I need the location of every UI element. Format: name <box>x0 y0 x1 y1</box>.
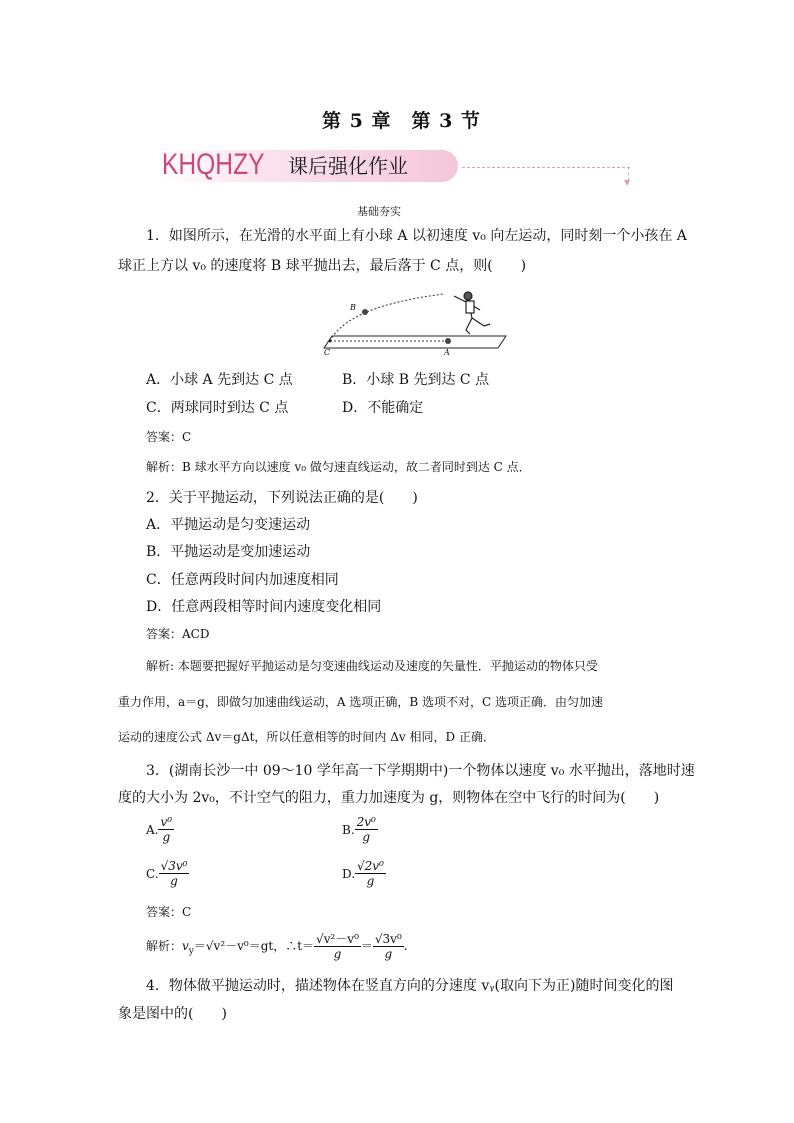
q3-answer: 答案：C <box>146 905 192 919</box>
q3-option-c: C. $\frac{\text{√3v⁰}}{g}$ <box>146 859 188 888</box>
q2-option-a: A．平抛运动是匀变速运动 <box>146 517 311 533</box>
q2-option-c: C．任意两段时间内加速度相同 <box>146 572 339 588</box>
q1-option-c: C．两球同时到达 C 点 <box>146 400 289 416</box>
section-heading: 基础夯实 <box>357 205 401 218</box>
child-figure <box>454 292 490 334</box>
q1-answer: 答案：C <box>146 430 192 444</box>
q2-answer: 答案：ACD <box>146 627 210 641</box>
q1-option-b: B．小球 B 先到达 C 点 <box>342 372 490 388</box>
q4-stem-line2: 象是图中的( ) <box>118 1006 227 1022</box>
q3-option-a: A. $\frac{\text{v⁰}}{g}$ <box>146 815 173 844</box>
q1-analysis: 解析：B 球水平方向以速度 v₀ 做匀速直线运动，故二者同时到达 C 点． <box>146 460 531 474</box>
point-c <box>329 340 332 343</box>
banner-title: 课后强化作业 <box>288 154 408 178</box>
banner-dashed-line <box>462 167 630 168</box>
q1-option-d: D．不能确定 <box>342 400 424 416</box>
q4-stem-line1: 4．物体做平抛运动时，描述物体在竖直方向的分速度 vᵧ(取向下为正)随时间变化的图 <box>146 978 674 994</box>
trajectory-path <box>330 294 444 341</box>
label-b: B <box>350 303 356 312</box>
q2-analysis-line1: 解析: 本题要把握好平抛运动是匀变速曲线运动及速度的矢量性．平抛运动的物体只受 <box>146 659 598 673</box>
q2-analysis-line3: 运动的速度公式 Δv＝gΔt，所以任意相等的时间内 Δv 相同，D 正确． <box>118 730 495 744</box>
page-title: 第 5 章 第 3 节 <box>322 110 481 132</box>
q2-analysis-line2: 重力作用，a＝g，即做匀加速曲线运动，A 选项正确，B 选项不对，C 选项正确．由匀加速 <box>118 695 603 709</box>
ball-b <box>362 309 368 315</box>
q1-stem-line2: 球正上方以 v₀ 的速度将 B 球平抛出去，最后落于 C 点，则( ) <box>118 258 527 274</box>
projectile-diagram <box>318 290 508 362</box>
q2-option-b: B．平抛运动是变加速运动 <box>146 544 311 560</box>
q2-stem: 2．关于平抛运动，下列说法正确的是( ) <box>146 490 418 506</box>
ball-a <box>445 338 451 344</box>
q2-option-d: D．任意两段相等时间内速度变化相同 <box>146 599 382 615</box>
ground-plane <box>324 336 506 348</box>
q3-option-b: B. $\frac{\text{2v⁰}}{g}$ <box>342 815 376 844</box>
q1-figure <box>318 290 508 362</box>
label-c: C <box>324 348 331 357</box>
label-a: A <box>444 348 450 357</box>
q1-option-a: A．小球 A 先到达 C 点 <box>146 372 293 388</box>
q3-stem-line2: 度的大小为 2v₀，不计空气的阻力，重力加速度为 g，则物体在空中飞行的时间为( ) <box>118 790 660 806</box>
banner-code: KHQHZY <box>162 148 265 181</box>
q3-analysis: 解析：$v_y=√v^2-v^0=gt$，∴t＝ $\frac{\text{√v²－v⁰}}{g}$ ＝ $\frac{\text{√3v⁰}}{g}$ . <box>146 932 408 961</box>
q3-stem-line1: 3．(湖南长沙一中 09～10 学年高一下学期期中)一个物体以速度 v₀ 水平抛出，落地时速 <box>146 763 695 779</box>
homework-banner <box>160 148 460 184</box>
q3-option-d: D. $\frac{\text{√2v⁰}}{g}$ <box>342 859 384 888</box>
arrow-down-icon: ▼ <box>624 178 631 187</box>
q1-stem-line1: 1．如图所示，在光滑的水平面上有小球 A 以初速度 v₀ 向左运动，同时刻一个小孩在 A <box>146 228 687 244</box>
